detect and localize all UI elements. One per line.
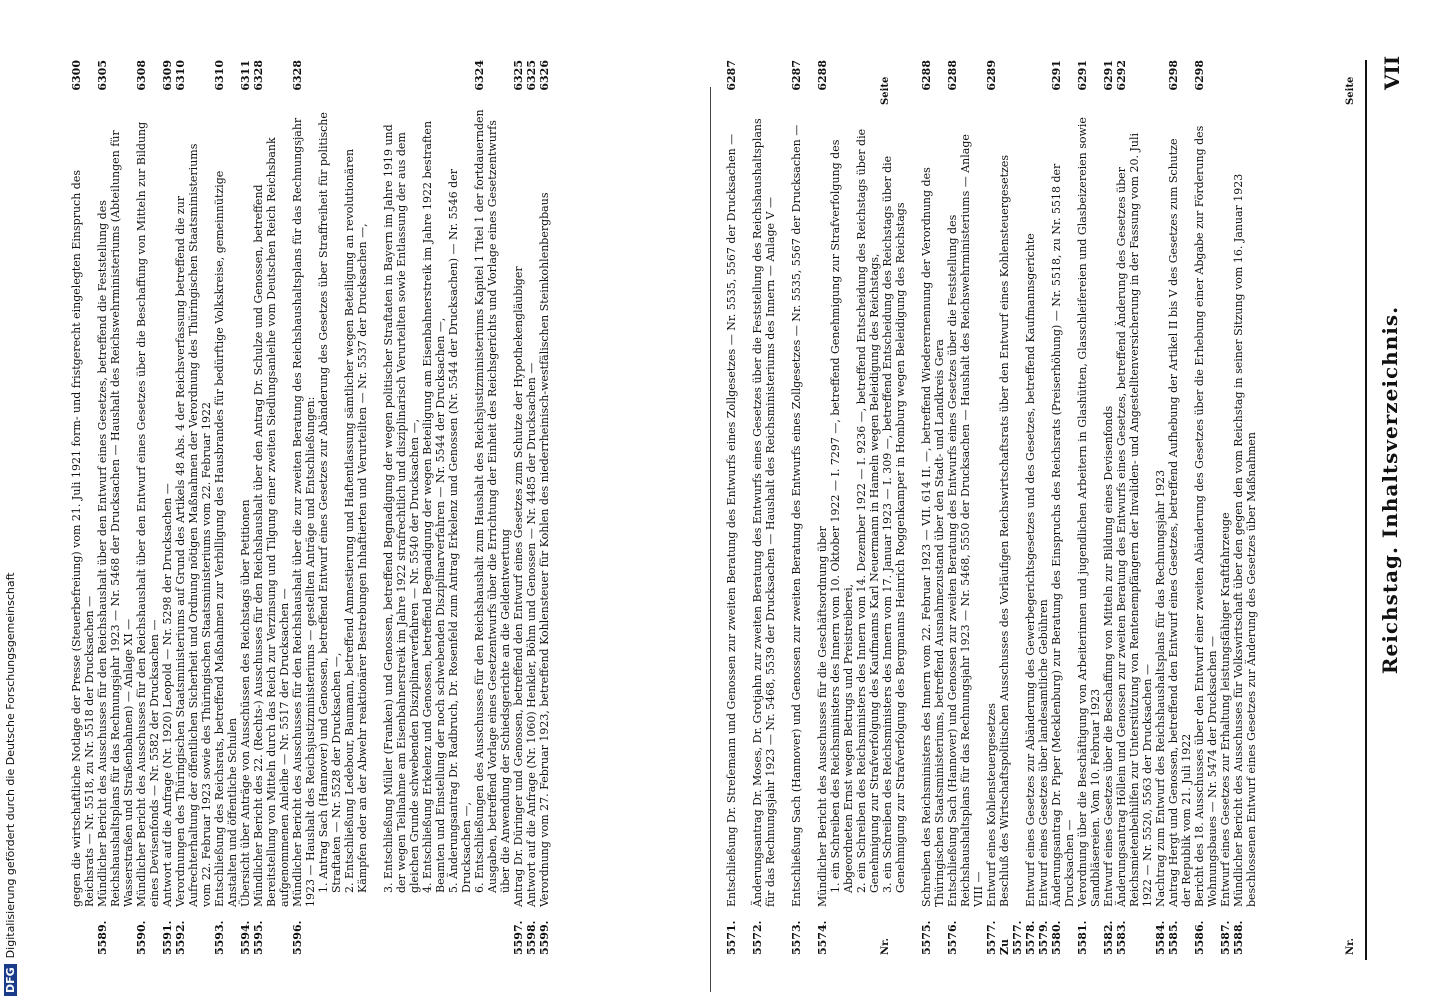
- entry-number: 5586.: [1193, 920, 1206, 955]
- entry-number: 5589.: [96, 920, 109, 955]
- dfg-logo: DFG: [4, 964, 17, 996]
- entry-number: 5576.: [946, 920, 959, 955]
- entry-text: Verordnungen des Thüringischen Staatsministeriums auf Grund des Artikels 48 Abs. 4 der Reichsverfassung betreffend die zur Aufrechterhaltung der öffentlichen Sicherheit und Ordnung nötigen Maßnahmen der Verordnung des Thüringischen Staatsministeriums vom 22. Februar 1923 sowie des Thüringischen Staatsministeriums vom 22. Februar 1922: [174, 143, 213, 907]
- entry-page: 6328: [291, 60, 304, 91]
- entry-page: 6310: [174, 60, 187, 91]
- entry-text: Antrag Hergt und Genossen, betreffend den Entwurf eines Gesetzes, betreffend Aufhebung der Artikel II bis V des Gesetzes zum Schutze der Republik vom 21. Juli 1922: [1167, 138, 1193, 907]
- entry-text: 6. Entschließungen des Ausschusses für den Reichshaushalt zum Haushalt des Reichsjustizministeriums Kapitel 1 Titel 1 der fortdauernden Ausgaben, betreffend Vorlage eines Gesetzentwurfs über die Errichtung der Einheit des Reichsgerichts und Vorlage eines Gesetzentwurfs über die Anwendung der Schiedsgerichte an die Geldentwertung: [473, 109, 512, 893]
- entry-number: 5578.: [1024, 920, 1037, 955]
- entry-text: Mündlicher Bericht des Ausschusses für den Reichshaushalt über die zur zweiten Beratung des Reichshaushaltsplans für das Rechnungsjahr 1923 — Haushalt des Reichsjustizministeriums — gestellten Anträge und Entschließungen:: [291, 117, 317, 907]
- entry-number: 5580.: [1050, 920, 1063, 955]
- entry-page: 6289: [985, 60, 998, 91]
- entry-number: 5584.: [1154, 920, 1167, 955]
- entry-page: 6300: [70, 60, 83, 91]
- entry-text: Entschließung des Reichsrats, betreffend Maßnahmen zur Verbilligung des Hausbrandes für bedürftige Volkskreise, gemeinnützige Anstalten und öffentliche Schulen: [213, 170, 239, 907]
- entry-number: 5597.: [512, 920, 525, 955]
- entry-text: Mündlicher Bericht des Ausschusses für die Geschäftsordnung über: [816, 526, 829, 907]
- entry-number: 5590.: [135, 920, 148, 955]
- entry-page: 6328: [252, 60, 265, 91]
- entry-page: 6324: [473, 60, 486, 91]
- entry-page: 6287: [725, 60, 738, 91]
- entry-text: 2. ein Schreiben des Reichsministers des Innern vom 14. Dezember 1922 — I. 9236 —, betreffend Entscheidung des Reichstags über die Genehmigung zur Strafverfolgung des Kaufmanns Karl Neuermann in Hameln wegen Beleidigung des Reichstags,: [855, 128, 881, 893]
- entry-text: Entwurf eines Gesetzes über die Beschaffung von Mitteln zur Bildung eines Devisenfonds: [1102, 405, 1115, 907]
- entry-number: 5573.: [790, 920, 803, 955]
- col-seite-header: Seite: [1345, 76, 1356, 105]
- entry-text: 1. ein Schreiben des Reichsministers des Innern vom 10. Oktober 1922 — I. 7297 —, betreffend Genehmigung zur Strafverfolgung des Abgeordneten Ernst wegen Betrugs und Preistreiberei,: [829, 139, 855, 893]
- entry-text: Entwurf eines Gesetzes zur Erhaltung leistungsfähiger Kraftfahrzeuge: [1219, 512, 1232, 907]
- entry-page: 6325: [525, 60, 538, 91]
- entry-text: Antrag Dr. Düringer und Genossen, betreffend den Entwurf eines Gesetzes zum Schutze der Hypothekengläubiger: [512, 266, 525, 907]
- entry-text: Verordnung vom 27. Februar 1923, betreffend Kohlensteuer für Kohlen des niederrheinisch-westfälischen Steinkohlenbergbaus: [538, 192, 551, 907]
- entry-number: 5591.: [161, 920, 174, 955]
- entry-number: 5599.: [538, 920, 551, 955]
- entry-text: Änderungsantrag Höllein und Genossen zur zweiten Beratung des Entwurfs eines Gesetzes, betreffend Änderung des Gesetzes über Reichsmietenbeihilfen zur Unterstützung von Rentenempfängern der Invaliden- und Angestelltenversicherung in der Fassung vom 20. Juli 1922 — Nr. 5520, 5563 der Drucksachen —: [1115, 133, 1154, 907]
- entry-page: 6325: [512, 60, 525, 91]
- entry-text: Bericht des 18. Ausschusses über den Entwurf einer zweiten Abänderung des Gesetzes über die Erhebung einer Abgabe zur Förderung des Wohnungsbaues — Nr. 5474 der Drucksachen —: [1193, 125, 1219, 907]
- entry-number: 5598.: [525, 920, 538, 955]
- column-divider: [710, 87, 711, 992]
- entry-text: Übersicht über Anträge von Ausschüssen des Reichstags über Petitionen: [239, 499, 252, 907]
- entry-number: 5582.: [1102, 920, 1115, 955]
- entry-page: 6298: [1167, 60, 1180, 91]
- footer-credit: [4, 6, 17, 996]
- entry-text: 2. Entschließung Ledebour, Baumann, betreffend Amnestierung und Haftentlassung sämtlicher wegen Beteiligung an revolutionären Kämpfen oder an der Abwehr reaktionärer Bestrebungen Inhaftierten und Verurteilten — Nr. 5537 der Drucksachen —,: [343, 148, 369, 893]
- entry-page: 6291: [1050, 60, 1063, 91]
- entry-number: 5588.: [1232, 920, 1245, 955]
- entry-number: 5572.: [751, 920, 764, 955]
- col-nr-header: Nr.: [1345, 938, 1356, 955]
- entry-text: Verordnung über die Beschäftigung von Arbeiterinnen und jugendlichen Arbeitern in Glashütten, Glasschleifereien und Glasbeizereien sowie Sandbläsereien. Vom 10. Februar 1923: [1076, 117, 1102, 907]
- entry-text: Änderungsantrag Dr. Piper (Mecklenburg) zur Beratung des Einspruchs des Reichsrats (Preiserhöhung) — Nr. 5518, zu Nr. 5518 der Drucksachen —: [1050, 163, 1076, 907]
- entry-number: 5596.: [291, 920, 304, 955]
- entry-number: 5592.: [174, 920, 187, 955]
- entry-page: 6309: [161, 60, 174, 91]
- entry-text: 3. ein Schreiben des Reichsministers des Innern vom 17. Januar 1923 — I. 309 —, betreffend Entscheidung des Reichstags über die Genehmigung zur Strafverfolgung des Bergmanns Heinrich Roggenkamper in Homburg wegen Beleidigung des Reichstags: [881, 155, 907, 893]
- entry-text: 5. Änderungsantrag Dr. Radbruch, Dr. Rosenfeld zum Antrag Erkelenz und Genossen (Nr. 5544 der Drucksachen) — Nr. 5546 der Drucksachen —,: [447, 169, 473, 893]
- entry-page: 6291: [1076, 60, 1089, 91]
- entry-text: 3. Entschließung Müller (Franken) und Genossen, betreffend Begnadigung der wegen politischer Straftaten in Bayern im Jahre 1919 und der wegen Teilnahme am Eisenbahnerstreik im Jahre 1922 strafrechtlich und disziplinarisch Verurteilten sowie Entlassung der aus dem gleichen Grunde schwebenden Disziplinarverfahren — Nr. 5540 der Drucksachen —,: [382, 124, 421, 893]
- entry-number: 5593.: [213, 920, 226, 955]
- entry-number: 5585.: [1167, 920, 1180, 955]
- entry-text: Mündlicher Bericht des Ausschusses für Volkswirtschaft über den gegen den vom Reichstag in seiner Sitzung vom 16. Januar 1923 beschlossenen Entwurf eines Gesetzes zur Änderung des Gesetzes über Maßnahmen: [1232, 173, 1258, 907]
- entry-page: 6292: [1115, 60, 1128, 91]
- entry-number: 5583.: [1115, 920, 1128, 955]
- entry-number: 5581.: [1076, 920, 1089, 955]
- entry-number: Zu 5577.: [998, 920, 1024, 955]
- entry-text: Mündlicher Bericht des 22. (Rechts-) Ausschusses für den Reichshaushalt über den Antrag Dr. Schulze und Genossen, betreffend Bereitstellung von Mitteln durch das Reich zur Verzinsung und Tilgung einer zweiten Siedlungsanleihe vom Deutschen Reich Reichsbank aufgenommenen Anleihe — Nr. 5517 der Drucksachen —: [252, 137, 291, 907]
- entry-text: Mündlicher Bericht des Ausschusses für den Reichshaushalt über den Entwurf eines Gesetzes über die Beschaffung von Mitteln zur Bildung eines Devisenfonds — Nr. 5582 der Drucksachen —: [135, 121, 161, 907]
- col-seite-header-right: Seite: [880, 76, 891, 105]
- entry-page: 6305: [96, 60, 109, 91]
- entry-text: Entschließung Sach (Hannover) und Genossen zur zweiten Beratung des Entwurfs eines Gesetzes über die Feststellung des Reichshaushaltsplans für das Rechnungsjahr 1923 — Nr. 5468, 5550 der Drucksachen — Haushalt des Reichswehrministeriums — Anlage VIII —: [946, 134, 985, 907]
- col-nr-header-right: Nr.: [880, 938, 891, 955]
- entry-page: 6287: [790, 60, 803, 91]
- entry-text: 4. Entschließung Erkelenz und Genossen, betreffend Begnadigung der wegen Beteiligung am Eisenbahnerstreik im Jahre 1922 bestraften Beamten und Einstellung der noch schwebenden Disziplinarverfahren — Nr. 5544 der Drucksachen —,: [421, 120, 447, 893]
- entry-page: 6288: [816, 60, 829, 91]
- entry-number: 5577.: [985, 920, 998, 955]
- entry-number: 5571.: [725, 920, 738, 955]
- entry-page: 6298: [1193, 60, 1206, 91]
- entry-number: 5587.: [1219, 920, 1232, 955]
- entry-number: 5579.: [1037, 920, 1050, 955]
- entry-page: 6310: [213, 60, 226, 91]
- entry-text: Antwort auf die Anfrage (Nr. 1060) Henkler, Böhm und Genossen — Nr. 4485 der Drucksachen —: [525, 362, 538, 907]
- entry-page: 6326: [538, 60, 551, 91]
- entry-text: Entschließung Sach (Hannover) und Genossen zur zweiten Beratung des Entwurfs eines Zollgesetzes — Nr. 5535, 5567 der Drucksachen —: [790, 124, 803, 907]
- entry-text: Schreiben des Reichsministers des Innern vom 22. Februar 1923 — VII. 614 II. —, betreffend Wiederernennung der Verordnung des Thüringischen Staatsministeriums, betreffend Ausnahmezustand über den Stadt- und Landkreis Gera: [920, 167, 946, 907]
- entry-text: Antwort auf die Anfrage (Nr. 1920) Leopold — Nr. 5298 der Drucksachen —: [161, 483, 174, 907]
- roman-page-number: VII: [1380, 55, 1404, 90]
- entry-text: Entwurf eines Gesetzes zur Abänderung des Gewerbegerichtsgesetzes und des Gesetzes, betreffend Kaufmannsgerichte: [1024, 233, 1037, 907]
- entry-page: 6288: [920, 60, 933, 91]
- entry-text: Nachtrag zum Entwurf des Reichshaushaltsplans für das Rechnungsjahr 1923: [1154, 469, 1167, 907]
- entry-page: 6288: [946, 60, 959, 91]
- header-rule: [1365, 60, 1367, 960]
- entry-text: Entschließung Dr. Streſemann und Genossen zur zweiten Beratung des Entwurfs eines Zollgesetzes — Nr. 5535, 5567 der Drucksachen —: [725, 133, 738, 907]
- page-header: [1372, 50, 1414, 930]
- entry-page: 6311: [239, 60, 252, 91]
- entry-text: Entwurf eines Kohlensteuergesetzes: [985, 703, 998, 907]
- entry-text: gegen die wirtschaftliche Notlage der Presse (Steuerbefreiung) vom 21. Juli 1921 form- und fristgerecht eingelegten Einspruch des Reichsrats — Nr. 5518, zu Nr. 5518 der Drucksachen —: [70, 170, 96, 907]
- entry-number: 5574.: [816, 920, 829, 955]
- entry-text: Beschluß des Wirtschaftspolitischen Ausschusses des Vorläufigen Reichswirtschaftsrats über den Entwurf eines Kohlensteuergesetzes: [998, 154, 1011, 907]
- entry-number: 5595.: [252, 920, 265, 955]
- entry-text: Mündlicher Bericht des Ausschusses für den Reichshaushalt über den Entwurf eines Gesetzes, betreffend die Feststellung des Reichshaushaltsplans für das Rechnungsjahr 1923 — Nr. 5468 der Drucksachen — Haushalt des Reichswehrministeriums (Abteilungen für Wasserstraßen und Straßenbahnen) — Anlage XI —: [96, 130, 135, 907]
- entry-page: 6308: [135, 60, 148, 91]
- entry-text: Entwurf eines Gesetzes über landesamtliche Gebühren: [1037, 599, 1050, 907]
- entry-text: 1. Antrag Sach (Hannover) und Genossen, betreffend Entwurf eines Gesetzes zur Abänderung des Gesetzes über Straffreiheit für politische Straftaten — Nr. 5528 der Drucksachen —,: [317, 112, 343, 893]
- page-title: Reichstag. Inhaltsverzeichnis.: [1378, 305, 1402, 675]
- entry-number: 5575.: [920, 920, 933, 955]
- entry-page: 6291: [1102, 60, 1115, 91]
- entry-number: 5594.: [239, 920, 252, 955]
- entry-text: Änderungsantrag Dr. Moses, Dr. Grotjahn zur zweiten Beratung des Entwurfs eines Gesetzes über die Feststellung des Reichshaushaltsplans für das Rechnungsjahr 1923 — Nr. 5468, 5539 der Drucksachen — Haushalt des Reichsministeriums des Innern — Anlage V —: [751, 118, 777, 907]
- footer-text: Digitalisierung gefördert durch die Deutsche Forschungsgemeinschaft: [4, 572, 17, 959]
